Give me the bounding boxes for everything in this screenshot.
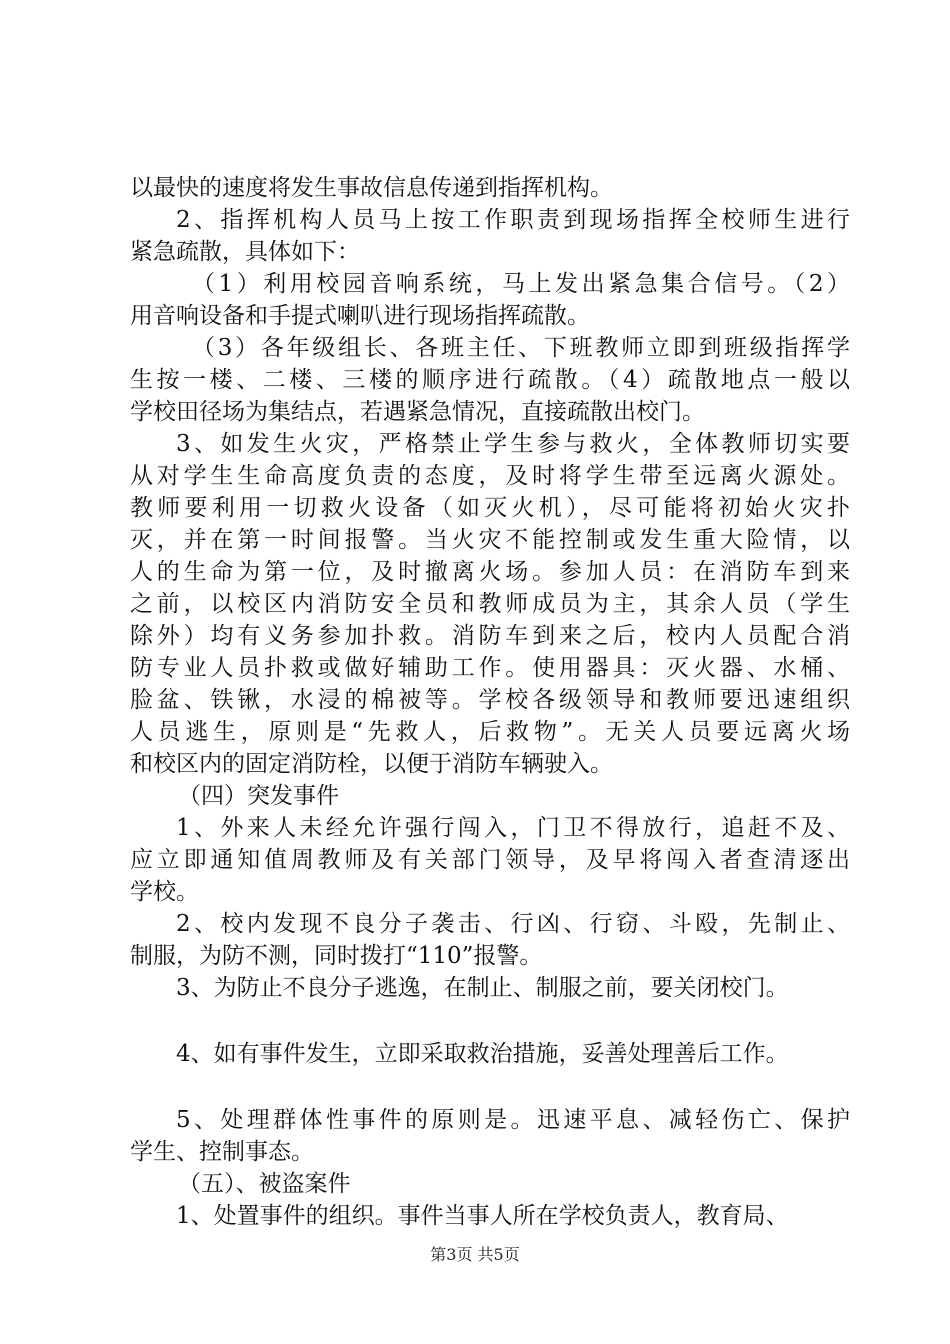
document-body — [130, 172, 850, 1232]
paragraph-text: 5、处理群体性事件的原则是。迅速平息、减轻伤亡、保护 — [176, 1107, 850, 1133]
paragraph-text: 之前，以校区内消防安全员和教师成员为主，其余人员（学生 — [130, 591, 850, 617]
paragraph-text: 人员逃生，原则是“先救人，后救物”。无关人员要远离火场 — [130, 719, 850, 745]
paragraph-text: 用音响设备和手提式喇叭进行现场指挥疏散。 — [130, 303, 590, 329]
paragraph-text: 除外）均有义务参加扑救。消防车到来之后，校内人员配合消 — [130, 623, 850, 649]
text-line — [130, 172, 850, 204]
paragraph-text: （3）各年级组长、各班主任、下班教师立即到班级指挥学 — [192, 335, 850, 361]
paragraph-gap — [130, 1070, 850, 1104]
text-line — [130, 396, 850, 428]
text-line — [130, 588, 850, 620]
section-heading-text: （五）、被盗案件 — [178, 1171, 351, 1197]
paragraph-text: 1、处置事件的组织。事件当事人所在学校负责人，教育局、 — [176, 1203, 789, 1229]
paragraph-text: 2、校内发现不良分子袭击、行凶、行窃、斗殴，先制止、 — [176, 911, 850, 937]
paragraph-text: （1）利用校园音响系统，马上发出紧急集合信号。（2） — [192, 271, 850, 297]
text-line — [130, 1200, 850, 1232]
text-line — [130, 428, 850, 460]
paragraph-text: 应立即通知值周教师及有关部门领导，及早将闯入者查清逐出 — [130, 847, 850, 873]
paragraph-text: 脸盆、铁锹，水浸的棉被等。学校各级领导和教师要迅速组织 — [130, 687, 850, 713]
page-footer — [0, 1245, 950, 1265]
paragraph-text: 学生、控制事态。 — [130, 1139, 314, 1165]
text-line — [130, 364, 850, 396]
paragraph-text: 学校田径场为集结点，若遇紧急情况，直接疏散出校门。 — [130, 399, 705, 425]
paragraph-text: 防专业人员扑救或做好辅助工作。使用器具：灭火器、水桶、 — [130, 655, 850, 681]
text-line — [130, 236, 850, 268]
paragraph-text: 人的生命为第一位，及时撤离火场。参加人员：在消防车到来 — [130, 559, 850, 585]
text-line — [130, 620, 850, 652]
paragraph-text: 灭，并在第一时间报警。当火灾不能控制或发生重大险情，以 — [130, 527, 850, 553]
text-line — [130, 268, 850, 300]
text-line — [130, 940, 850, 972]
paragraph-text: 以最快的速度将发生事故信息传递到指挥机构。 — [130, 175, 613, 201]
paragraph-text: 1、外来人未经允许强行闯入，门卫不得放行，追赶不及、 — [176, 815, 850, 841]
text-line — [130, 556, 850, 588]
paragraph-text: 生按一楼、二楼、三楼的顺序进行疏散。（4）疏散地点一般以 — [130, 367, 850, 393]
text-line — [130, 908, 850, 940]
text-line — [130, 300, 850, 332]
text-line — [130, 492, 850, 524]
paragraph-text: 2、指挥机构人员马上按工作职责到现场指挥全校师生进行 — [176, 207, 850, 233]
text-line — [130, 460, 850, 492]
paragraph-text: 3、为防止不良分子逃逸，在制止、制服之前，要关闭校门。 — [176, 975, 789, 1001]
paragraph-text: 制服，为防不测，同时拨打“110”报警。 — [130, 943, 543, 969]
paragraph-text: 从对学生生命高度负责的态度，及时将学生带至远离火源处。 — [130, 463, 850, 489]
paragraph-text: 3、如发生火灾，严格禁止学生参与救火，全体教师切实要 — [176, 431, 850, 457]
text-line — [130, 1136, 850, 1168]
paragraph-text: 和校区内的固定消防栓，以便于消防车辆驶入。 — [130, 751, 613, 777]
section-heading — [130, 1168, 850, 1200]
paragraph-text: 学校。 — [130, 879, 199, 905]
paragraph-gap — [130, 1004, 850, 1038]
page-number: 第3页 共5页 — [430, 1245, 520, 1264]
text-line — [130, 844, 850, 876]
text-line — [130, 812, 850, 844]
text-line — [130, 652, 850, 684]
text-line — [130, 684, 850, 716]
text-line — [130, 204, 850, 236]
text-line — [130, 332, 850, 364]
paragraph-text: 紧急疏散，具体如下： — [130, 239, 360, 265]
section-heading-text: （四）突发事件 — [178, 783, 339, 809]
paragraph-text: 4、如有事件发生，立即采取救治措施，妥善处理善后工作。 — [176, 1041, 789, 1067]
text-line — [130, 972, 850, 1004]
text-line — [130, 524, 850, 556]
text-line — [130, 748, 850, 780]
paragraph-text: 教师要利用一切救火设备（如灭火机），尽可能将初始火灾扑 — [130, 495, 850, 521]
text-line — [130, 1038, 850, 1070]
text-line — [130, 1104, 850, 1136]
section-heading — [130, 780, 850, 812]
text-line — [130, 716, 850, 748]
text-line — [130, 876, 850, 908]
